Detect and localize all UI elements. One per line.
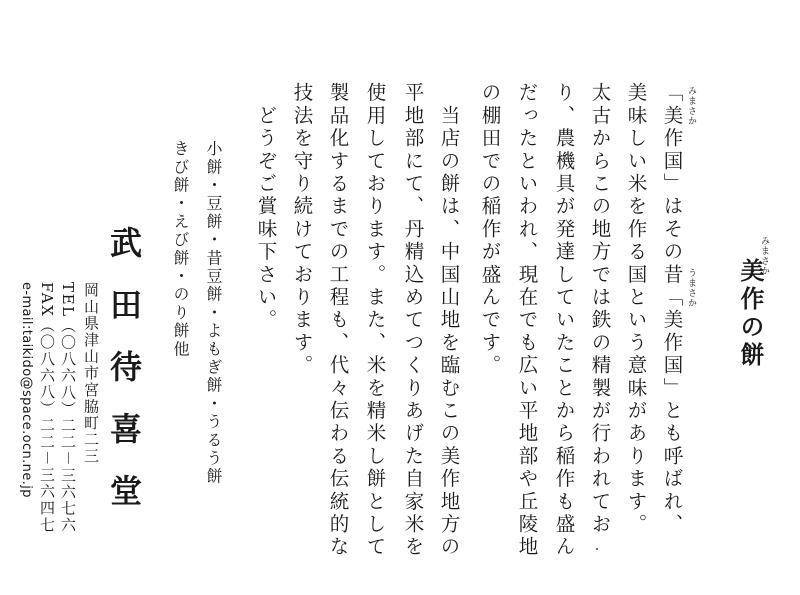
body-line-4: り、農機具が発達していたことから稲作も盛ん	[552, 82, 576, 559]
shop-email: e-mail:taikido@space.ocn.ne.jp	[19, 282, 34, 498]
body-line-5: だったといわれ、現在でも広い平地部や丘陵地	[515, 82, 539, 559]
furigana-umasaka: うまさか	[686, 268, 696, 308]
body-line-10: 製品化するまでの工程も、代々伝わる伝統的な	[326, 82, 350, 559]
body-line-2: 美味しい米を作る国という意味があります。	[624, 82, 648, 536]
title-furigana: みまさか	[759, 236, 769, 276]
speck	[596, 548, 598, 550]
furigana-mimasaka: みまさか	[686, 86, 696, 126]
page-title: 美作の餅	[736, 258, 765, 370]
product-list-1: 小餅・豆餅・昔豆餅・よもぎ餅・うるう餅	[204, 140, 223, 486]
body-line-7: 当店の餅は、中国山地を臨むこの美作地方の	[437, 82, 461, 559]
body-line-9: 使用しております。また、米を精米し餅として	[363, 82, 387, 559]
shop-fax: FAX（〇八六八）二二－三六四七	[38, 282, 56, 534]
body-line-8: 平地部にて、丹精込めてつくりあげた自家米を	[401, 82, 425, 559]
shop-tel: TEL（〇八六八）二二－三六七六	[59, 282, 77, 534]
shop-address: 岡山県津山市宮脇町二三	[82, 282, 100, 465]
body-line-6: の棚田での稲作が盛んです。	[478, 82, 502, 378]
shop-name: 武田待喜堂	[105, 226, 143, 536]
product-list-2: きび餅・えび餅・のり餅他	[171, 140, 190, 359]
body-line-3: 太古からこの地方では鉄の精製が行われてお	[588, 82, 612, 536]
body-line-1: 「美作国」はその昔「美作国」とも呼ばれ、	[660, 82, 684, 536]
body-line-12: どうぞご賞味下さい。	[254, 82, 278, 332]
body-line-11: 技法を守り続けております。	[290, 82, 314, 378]
